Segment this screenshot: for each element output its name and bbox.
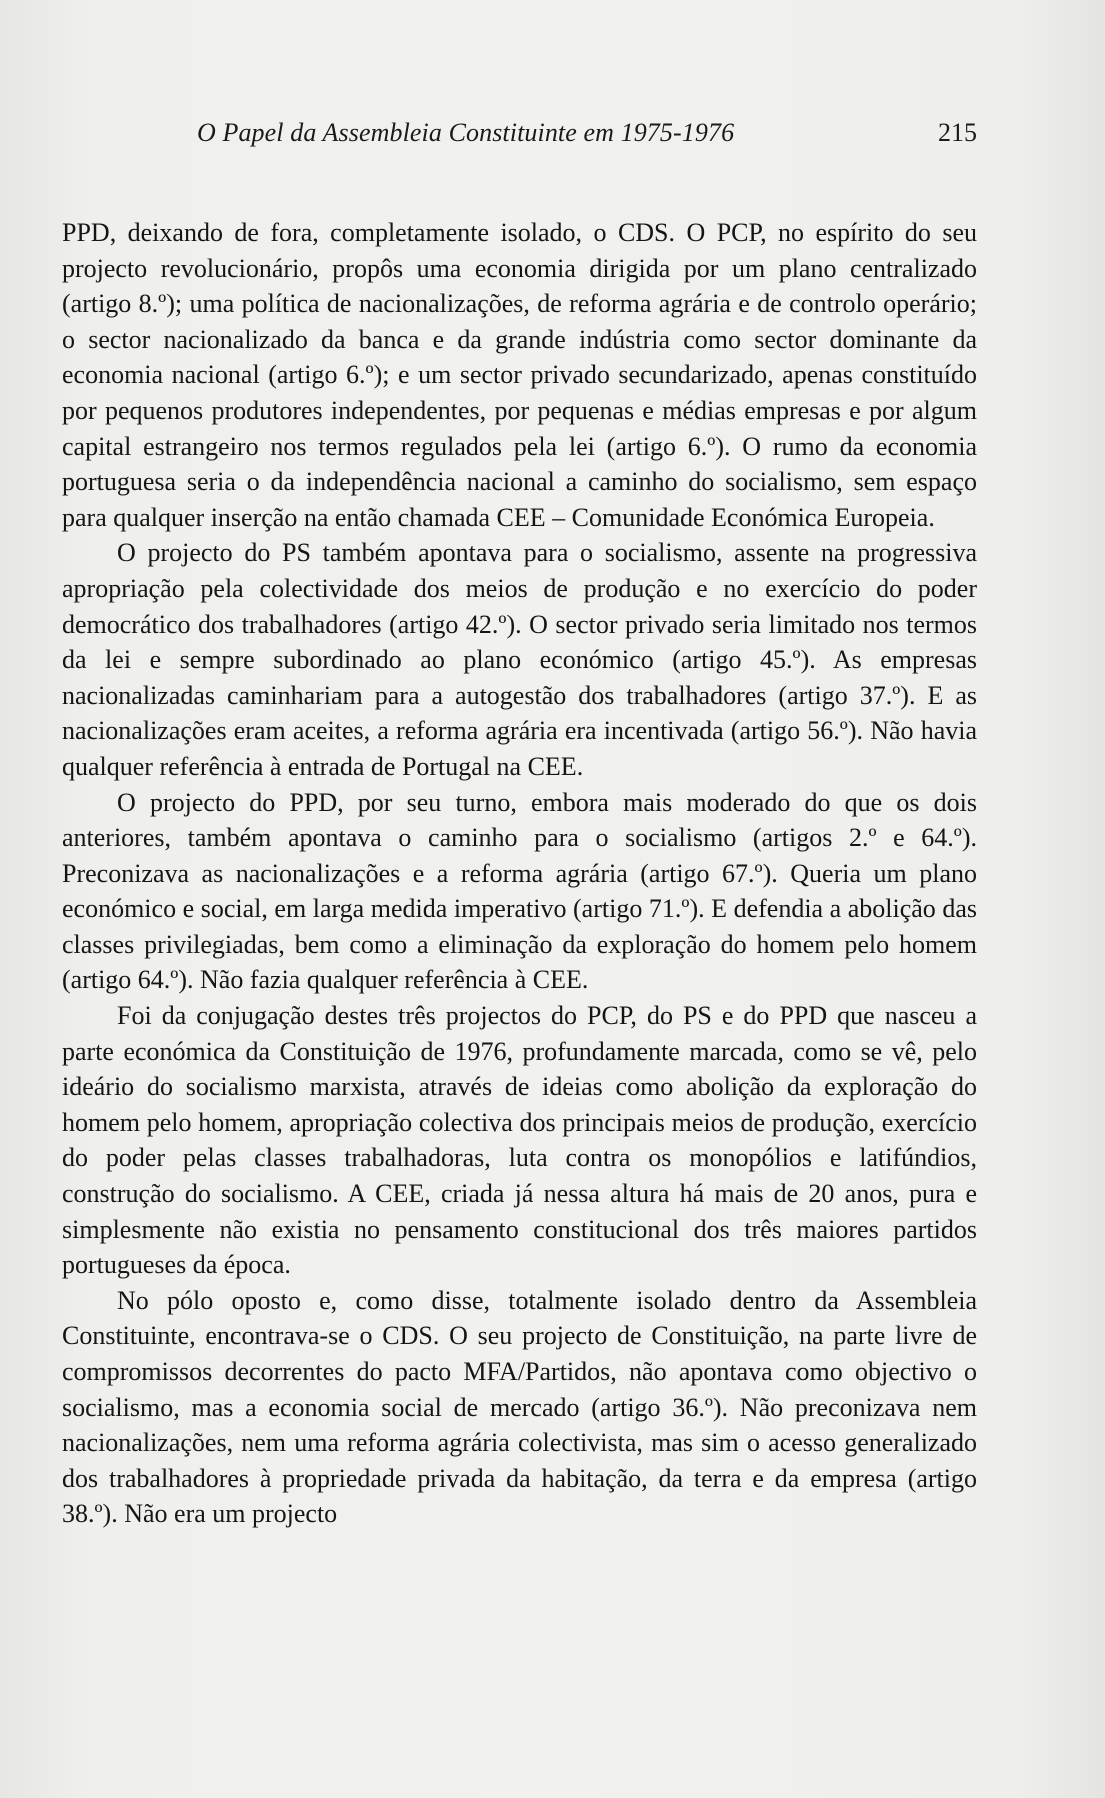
paragraph-5: No pólo oposto e, como disse, totalmente isolado dentro da Assembleia Constituinte, encontrava-se o CDS. O seu projecto de Constituição, na parte livre de compromissos decorrentes do pacto MFA/Partidos, não apontava como objectivo o socialismo, mas a economia social de mercado (artigo 36.º). Não preconizava nem nacionalizações, nem uma reforma agrária colectivista, mas sim o acesso generalizado dos trabalhadores à propriedade privada da habitação, da terra e da empresa (artigo 38.º). Não era um projecto [62,1285,977,1529]
running-header [62,118,977,158]
body-text [62,215,977,1532]
paragraph-3: O projecto do PPD, por seu turno, embora mais moderado do que os dois anteriores, também apontava o caminho para o socialismo (artigos 2.º e 64.º). Preconizava as nacionalizações e a reforma agrária (artigo 67.º). Queria um plano económico e social, em larga medida imperativo (artigo 71.º). E defendia a abolição das classes privilegiadas, bem como a eliminação da exploração do homem pelo homem (artigo 64.º). Não fazia qualquer referência à CEE. [62,787,977,995]
paragraph-2: O projecto do PS também apontava para o socialismo, assente na progressiva apropriação pela colectividade dos meios de produção e no exercício do poder democrático dos trabalhadores (artigo 42.º). O sector privado seria limitado nos termos da lei e sempre subordinado ao plano económico (artigo 45.º). As empresas nacionalizadas caminhariam para a autogestão dos trabalhadores (artigo 37.º). E as nacionalizações eram aceites, a reforma agrária era incentivada (artigo 56.º). Não havia qualquer referência à entrada de Portugal na CEE. [62,538,977,781]
paragraph-4: Foi da conjugação destes três projectos do PCP, do PS e do PPD que nasceu a parte económica da Constituição de 1976, profundamente marcada, como se vê, pelo ideário do socialismo marxista, através de ideias como abolição da exploração do homem pelo homem, apropriação colectiva dos principais meios de produção, exercício do poder pelas classes trabalhadoras, luta contra os monopólios e latifúndios, construção do socialismo. A CEE, criada já nessa altura há mais de 20 anos, pura e simplesmente não existia no pensamento constitucional dos três maiores partidos portugueses da época. [62,1001,977,1280]
page-number: 215 [938,118,977,147]
paragraph-1: PPD, deixando de fora, completamente isolado, o CDS. O PCP, no espírito do seu projecto revolucionário, propôs uma economia dirigida por um plano centralizado (artigo 8.º); uma política de nacionalizações, de reforma agrária e de controlo operário; o sector nacionalizado da banca e da grande indústria como sector dominante da economia nacional (artigo 6.º); e um sector privado secundarizado, apenas constituído por pequenos produtores independentes, por pequenas e médias empresas e por algum capital estrangeiro nos termos regulados pela lei (artigo 6.º). O rumo da economia portuguesa seria o da independência nacional a caminho do socialismo, sem espaço para qualquer inserção na então chamada CEE – Comunidade Económica Europeia. [62,218,977,532]
running-title: O Papel da Assembleia Constituinte em 1975-1976 [197,118,735,147]
